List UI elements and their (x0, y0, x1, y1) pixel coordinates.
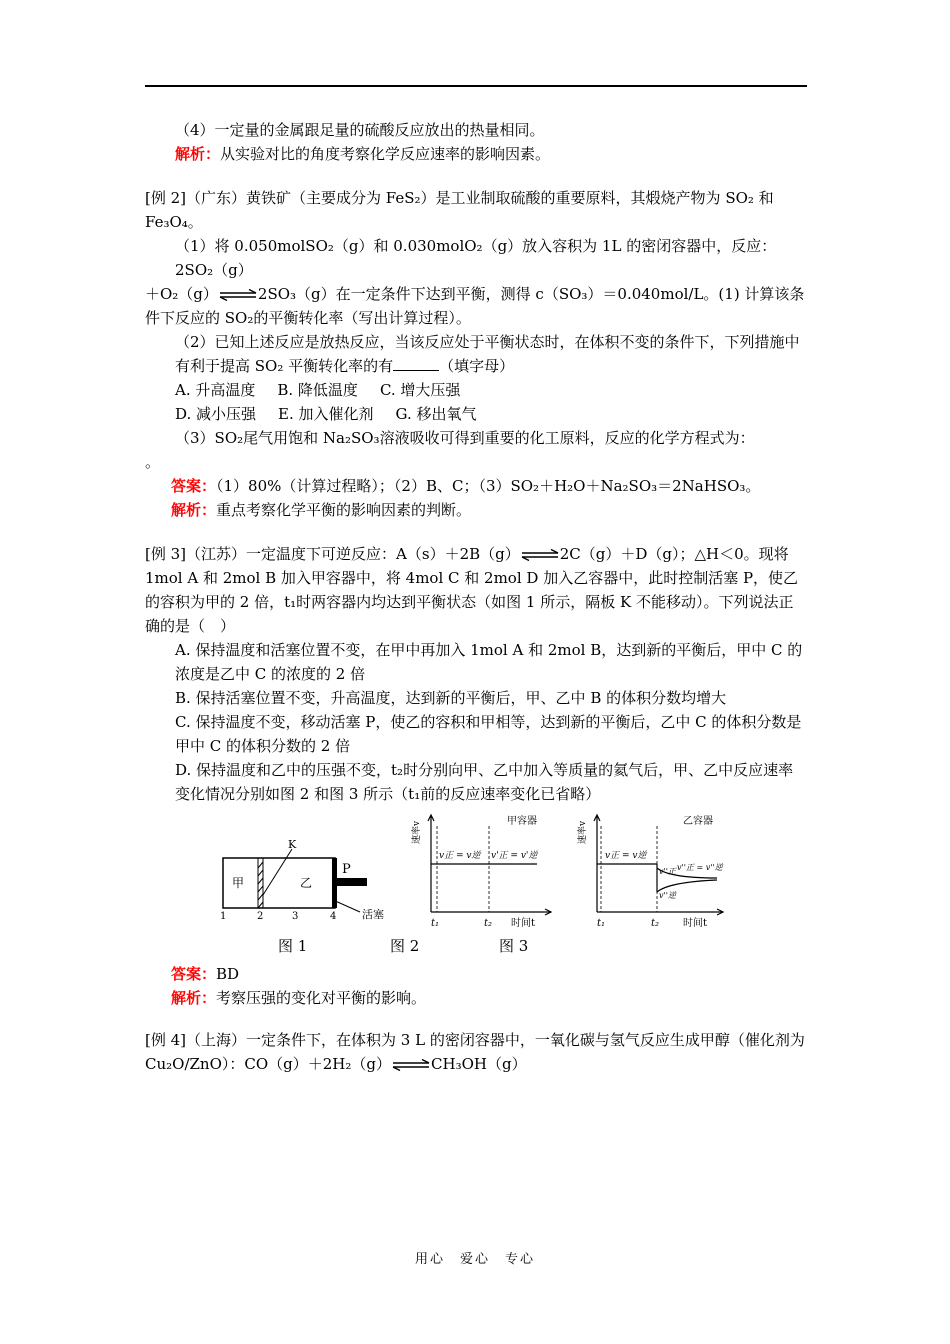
answer-blank (393, 356, 439, 371)
figure-1-caption: 图 1 (278, 937, 308, 955)
option-c: C. 增大压强 (379, 381, 461, 399)
example-2-q1b-pre: ＋O₂（g） (145, 285, 218, 303)
option-b-text: B. 保持活塞位置不变，升高温度，达到新的平衡后，甲、乙中 B 的体积分数均增大 (175, 689, 727, 707)
example-2-q2-pre: （2）已知上述反应是放热反应，当该反应处于平衡状态时，在体积不变的条件下，下列措施中有利于提高 SO₂ 平衡转化率的有 (175, 333, 800, 375)
figure-3-rate-graph (577, 812, 727, 932)
answer-text: （1）80%（计算过程略）；（2）B、C；（3）SO₂＋H₂O＋Na₂SO₃＝2NaHSO₃。 (216, 477, 761, 495)
option-d-text: D. 保持温度和乙中的压强不变，t₂时分别向甲、乙中加入等质量的氦气后，甲、乙中反应速率变化情况分别如图 2 和图 3 所示（t₁前的反应速率变化已省略） (175, 761, 794, 803)
options-row-2 (145, 402, 807, 426)
analysis-text: 从实验对比的角度考察化学反应速率的影响因素。 (220, 145, 551, 163)
example-2-tag: [例 2] (145, 189, 187, 207)
example-2-q3-end: 。 (145, 453, 161, 471)
options-row-1 (145, 378, 807, 402)
fig3-t1: t₁ (597, 918, 606, 929)
option-b: B. 降低温度 (277, 381, 358, 399)
fig3-v-down: v''逆 (659, 891, 676, 900)
figure-2-caption: 图 2 (390, 937, 420, 955)
example-2-q2 (145, 330, 807, 378)
figure-2-rate-graph (407, 812, 557, 932)
fig3-x-label: 时间t (683, 918, 708, 929)
item-4-text: （4）一定量的金属跟足量的硫酸反应放出的热量相同。 (175, 121, 545, 139)
example-4-eq-pre: CO（g）＋2H₂（g） (244, 1055, 392, 1073)
example-3-stem (145, 542, 807, 638)
tick-4: 4 (330, 911, 337, 920)
y-label: 速率v (412, 820, 422, 844)
piston-pointer (333, 900, 360, 912)
answer-label: 答案： (171, 965, 217, 983)
option-c-text: C. 保持温度不变，移动活塞 P，使乙的容积和甲相等，达到新的平衡后，乙中 C 的体积分数是甲中 C 的体积分数的 2 倍 (175, 713, 802, 755)
fig2-title: 甲容器 (507, 816, 537, 827)
example-3-stem-pre: （江苏）一定温度下可逆反应：A（s）＋2B（g） (186, 545, 520, 563)
tick-3: 3 (292, 911, 299, 920)
example-2-intro-text: （广东）黄铁矿（主要成分为 FeS₂）是工业制取硫酸的重要原料，其煅烧产物为 SO₂ 和 Fe₃O₄。 (145, 189, 774, 231)
analysis-text: 考察压强的变化对平衡的影响。 (216, 989, 427, 1007)
example-2-q3: （3）SO₂尾气用饱和 Na₂SO₃溶液吸收可得到重要的化工原料，反应的化学方程式为： (175, 429, 755, 447)
k-pointer (263, 849, 292, 895)
tick-2: 2 (257, 911, 264, 920)
label-jia: 甲 (232, 876, 245, 890)
fig2-t1: t₁ (431, 918, 440, 929)
example-2-q1a: （1）将 0.050molSO₂（g）和 0.030molO₂（g）放入容积为 1L 的密闭容器中，反应：2SO₂（g） (175, 237, 777, 279)
example-3-answer (145, 962, 807, 986)
fig3-eq1: v正 = v逆 (605, 851, 647, 861)
example-2-q2-post: （填字母） (439, 357, 515, 375)
analysis-line (145, 142, 807, 166)
fig2-eq1: v正 = v逆 (439, 851, 481, 861)
label-yi: 乙 (300, 876, 313, 890)
example-2-q1b (145, 282, 807, 330)
example-3-tag: [例 3] (145, 545, 187, 563)
option-a-text: A. 保持温度和活塞位置不变，在甲中再加入 1mol A 和 2mol B，达到新的平衡后，甲中 C 的浓度是乙中 C 的浓度的 2 倍 (175, 641, 803, 683)
figures-row (145, 812, 807, 962)
example-4-stem (145, 1028, 807, 1076)
piston-rod (337, 878, 367, 886)
example-4-stem-text: （上海）一定条件下，在体积为 3 L 的密闭容器中，一氧化碳与氢气反应生成甲醇（催化剂为 Cu₂O/ZnO）： (145, 1031, 805, 1073)
option-a: A. 升高温度 (175, 381, 256, 399)
example-2-intro (145, 186, 807, 234)
example-4-eq-post: CH₃OH（g） (431, 1055, 527, 1073)
answer-text: BD (216, 965, 240, 983)
page-footer: 用心 爱心 专心 (414, 1252, 535, 1267)
example-2-answer (145, 474, 807, 498)
analysis-text: 重点考察化学平衡的影响因素的判断。 (216, 501, 472, 519)
figure-1-container-diagram (220, 840, 405, 920)
option-g: G. 移出氧气 (395, 405, 477, 423)
figure-3-caption: 图 3 (499, 937, 529, 955)
label-k: K (288, 840, 297, 851)
fig3-t2: t₂ (651, 918, 660, 929)
label-piston: 活塞 (362, 908, 384, 920)
fig2-t2: t₂ (484, 918, 493, 929)
equilibrium-arrow-icon (520, 549, 560, 561)
fig3-v-up: v''正 (659, 867, 676, 876)
fig2-eq2: v'正 = v'逆 (491, 851, 538, 861)
example-3-analysis (145, 986, 807, 1010)
fig3-eq2: v''正 = v''逆 (677, 863, 723, 872)
header-rule (145, 85, 807, 87)
equilibrium-arrow-icon (391, 1059, 431, 1071)
equilibrium-arrow-icon (218, 289, 258, 301)
example-3-stem-post: 2C（g）＋D（g）；△H＜0。现将 1mol A 和 2mol B 加入甲容器中，将 4mol C 和 2mol D 加入乙容器中，此时控制活塞 P，使乙的容积为甲的 2 倍，t₁时两容器内均达到平衡状态（如图 1 所示，隔板 K 不能移动）。下列说法正确的是（ ） (145, 545, 799, 635)
example-2-q1b-post: 2SO₃（g）在一定条件下达到平衡，测得 c（SO₃）＝0.040mol/L。(1) 计算该条件下反应的 SO₂的平衡转化率（写出计算过程）。 (145, 285, 805, 327)
answer-label: 答案： (171, 477, 217, 495)
page-content (145, 118, 807, 1076)
analysis-label: 解析： (171, 989, 217, 1007)
example-4-tag: [例 4] (145, 1031, 187, 1049)
analysis-label: 解析： (171, 501, 217, 519)
example-2-analysis (145, 498, 807, 522)
fig3-title: 乙容器 (683, 816, 713, 827)
tick-1: 1 (220, 911, 227, 920)
label-p: P (342, 862, 351, 877)
fig2-x-label: 时间t (511, 918, 536, 929)
option-e: E. 加入催化剂 (278, 405, 374, 423)
option-d: D. 减小压强 (175, 405, 257, 423)
y-label: 速率v (578, 820, 588, 844)
analysis-label: 解析： (175, 145, 221, 163)
